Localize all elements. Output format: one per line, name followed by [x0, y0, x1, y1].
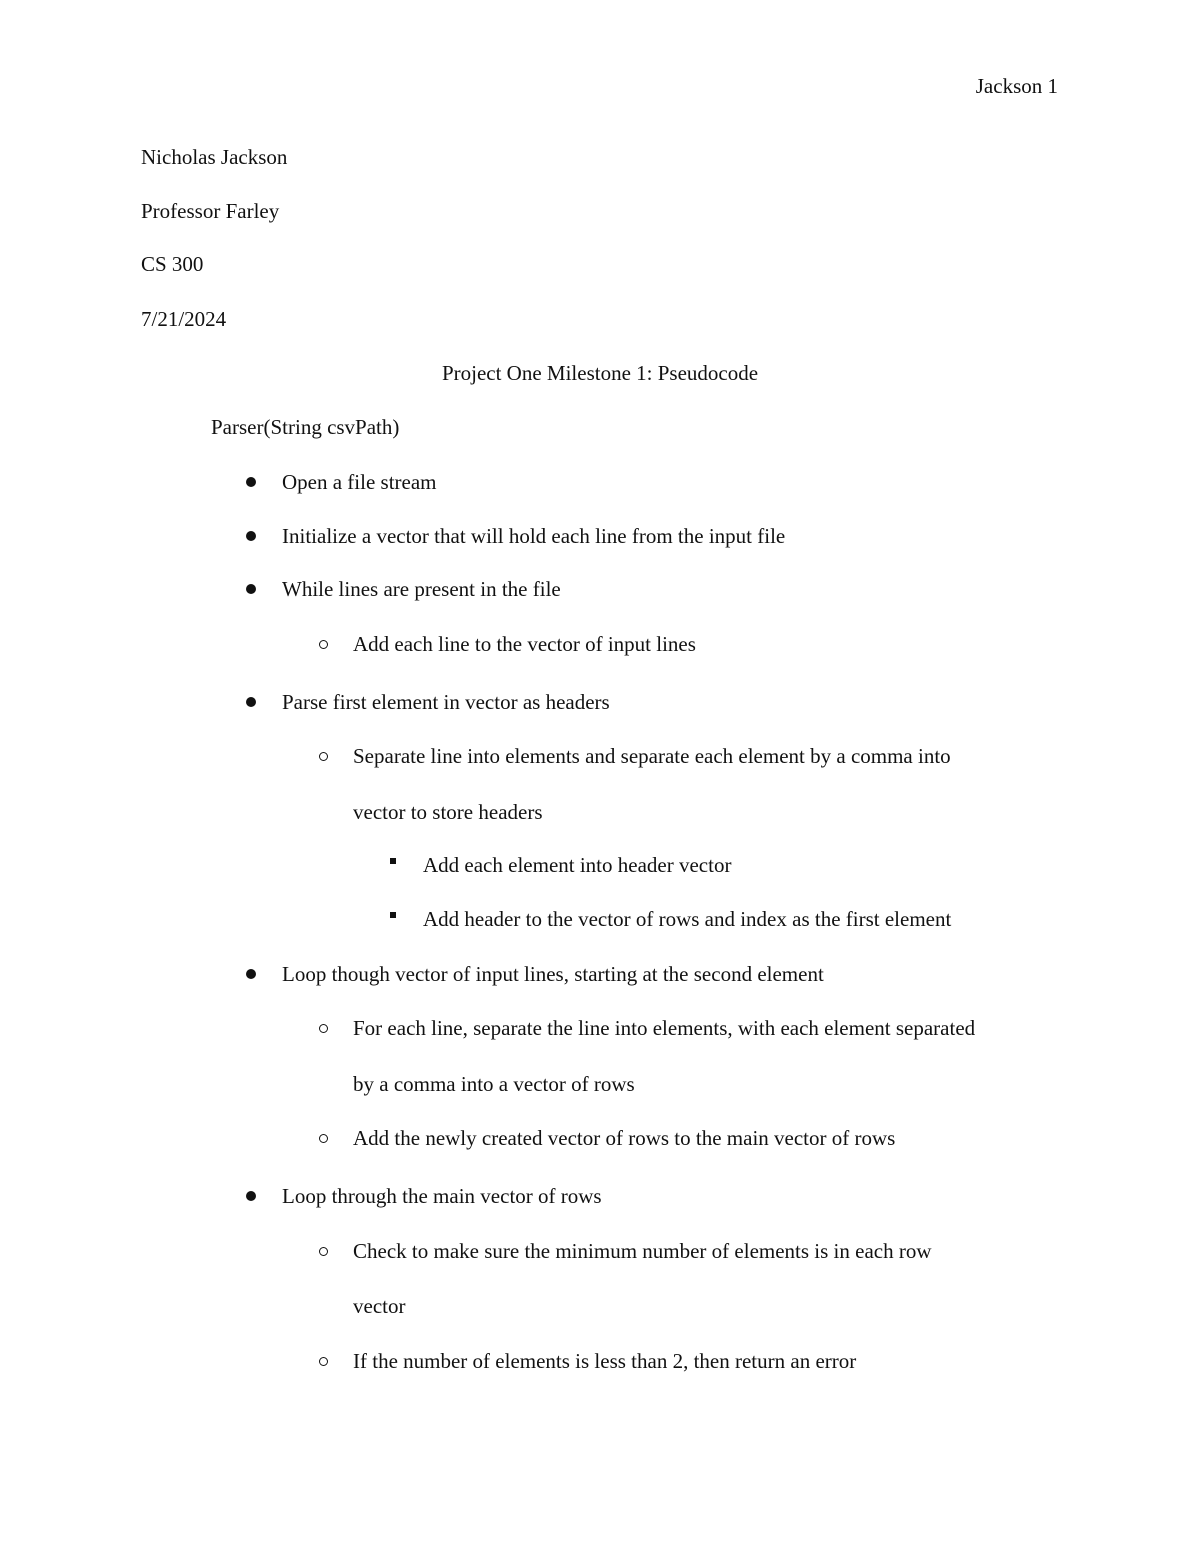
bullet-disc-icon: [246, 697, 256, 707]
bullet-circle-icon: [319, 1247, 328, 1256]
document-title: Project One Milestone 1: Pseudocode: [441, 361, 759, 385]
bullet-circle-icon: [319, 1134, 328, 1143]
list-item: Add each line to the vector of input lines: [353, 632, 696, 656]
list-item: Add each element into header vector: [423, 853, 732, 877]
bullet-square-icon: [390, 912, 396, 918]
list-item: Loop though vector of input lines, starting at the second element: [282, 962, 824, 986]
bullet-disc-icon: [246, 584, 256, 594]
bullet-circle-icon: [319, 1024, 328, 1033]
list-item: Loop through the main vector of rows: [282, 1184, 602, 1208]
bullet-disc-icon: [246, 1191, 256, 1201]
bullet-disc-icon: [246, 477, 256, 487]
list-item: Check to make sure the minimum number of elements is in each row: [353, 1239, 932, 1263]
page-header: Jackson 1: [975, 74, 1058, 98]
course-name: CS 300: [141, 252, 204, 276]
bullet-square-icon: [390, 858, 396, 864]
bullet-circle-icon: [319, 640, 328, 649]
list-item: Initialize a vector that will hold each line from the input file: [282, 524, 786, 548]
list-item: For each line, separate the line into elements, with each element separated: [353, 1016, 976, 1040]
list-item-continuation: vector: [353, 1294, 406, 1318]
list-item: Add header to the vector of rows and index as the first element: [423, 907, 952, 931]
list-item: Open a file stream: [282, 470, 437, 494]
bullet-circle-icon: [319, 1357, 328, 1366]
list-item: While lines are present in the file: [282, 577, 561, 601]
list-item: Add the newly created vector of rows to the main vector of rows: [353, 1126, 896, 1150]
document-date: 7/21/2024: [141, 307, 227, 331]
bullet-disc-icon: [246, 531, 256, 541]
list-item: If the number of elements is less than 2, then return an error: [353, 1349, 857, 1373]
student-name: Nicholas Jackson: [141, 145, 288, 169]
function-signature: Parser(String csvPath): [211, 415, 400, 439]
list-item: Separate line into elements and separate each element by a comma into: [353, 744, 951, 768]
bullet-disc-icon: [246, 969, 256, 979]
bullet-circle-icon: [319, 752, 328, 761]
list-item-continuation: by a comma into a vector of rows: [353, 1072, 635, 1096]
list-item-continuation: vector to store headers: [353, 800, 543, 824]
list-item: Parse first element in vector as headers: [282, 690, 610, 714]
professor-name: Professor Farley: [141, 199, 280, 223]
